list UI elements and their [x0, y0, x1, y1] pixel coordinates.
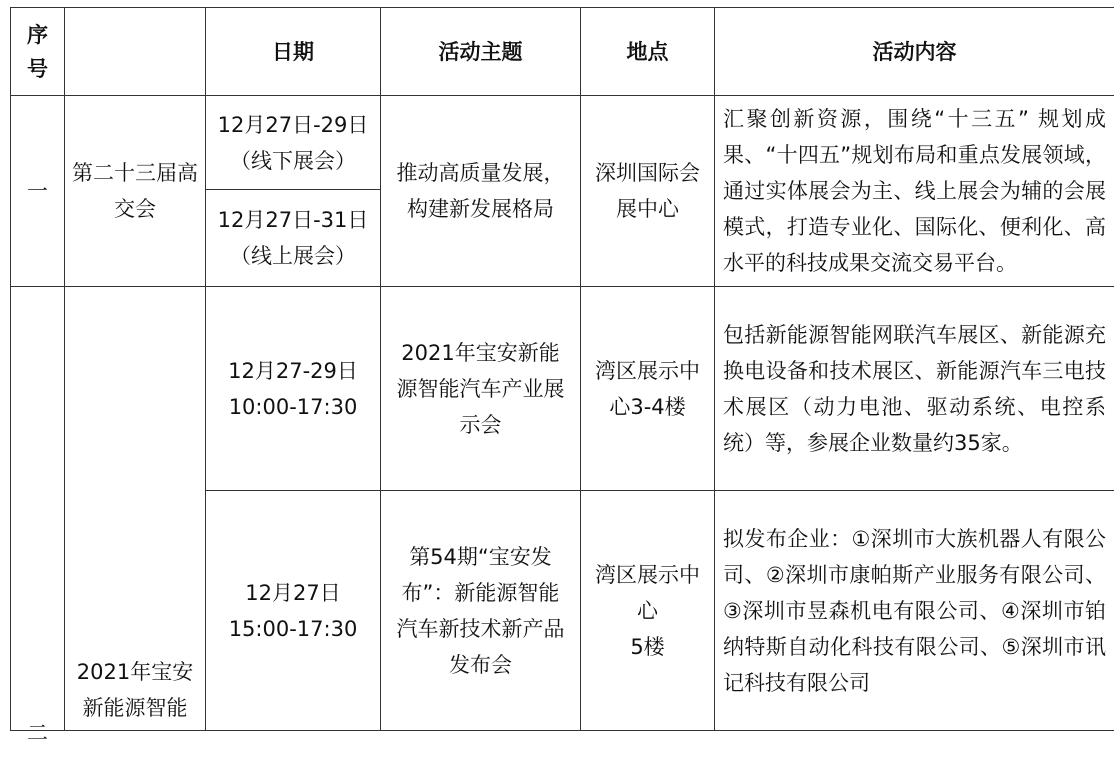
row-theme-text: 推动高质量发展，构建新发展格局 — [396, 161, 565, 221]
row-date — [206, 491, 381, 731]
row-place — [581, 491, 715, 731]
row-place — [581, 96, 715, 287]
header-blank — [65, 8, 206, 96]
row-date-line1: 12月27日 — [245, 580, 341, 605]
row-seq-text: 二 — [27, 721, 48, 745]
row-theme — [381, 287, 581, 491]
header-content: 活动内容 — [715, 8, 1115, 96]
table-row — [11, 287, 1115, 491]
row-content: 包括新能源智能网联汽车展区、新能源充换电设备和技术展区、新能源汽车三电技术展区（动力电池、驱动系统、电控系统）等，参展企业数量约35家。 — [715, 287, 1115, 491]
row-theme-text: 2021年宝安新能源智能汽车产业展示会 — [396, 340, 565, 437]
row-date-line2: 15:00-17:30 — [228, 616, 358, 641]
row-seq — [11, 287, 65, 745]
row-name — [65, 96, 206, 287]
row-theme — [381, 96, 581, 287]
row-place-line2: 5楼 — [630, 634, 665, 659]
schedule-table-wrapper — [10, 7, 1114, 767]
header-seq: 序 号 — [11, 8, 65, 96]
schedule-table — [10, 7, 1114, 745]
row-seq: 一 — [11, 96, 65, 287]
row-theme — [381, 491, 581, 731]
table-header-row — [11, 8, 1115, 96]
header-date: 日期 — [206, 8, 381, 96]
row-place-text: 深圳国际会展中心 — [595, 161, 700, 221]
row-place-text: 湾区展示中心3-4楼 — [595, 358, 700, 419]
row-theme-text: 第54期“宝安发布”：新能源智能汽车新技术新产品发布会 — [396, 544, 565, 677]
row-name-text: 第二十三届高交会 — [72, 161, 198, 221]
row-name-text: 2021年宝安新能源智能 — [76, 660, 194, 720]
row-date-line1: 12月27-29日 — [228, 358, 358, 383]
row-place — [581, 287, 715, 491]
row-date-line2: 10:00-17:30 — [228, 394, 358, 419]
header-place: 地点 — [581, 8, 715, 96]
row-place-line1: 湾区展示中心 — [595, 562, 700, 623]
row-date-text: 12月27日-31日（线上展会） — [217, 208, 369, 268]
row-date-text: 12月27日-29日（线下展会） — [217, 112, 369, 173]
row-date — [206, 96, 381, 190]
table-row — [11, 96, 1115, 190]
header-theme: 活动主题 — [381, 8, 581, 96]
row-date — [206, 287, 381, 491]
row-date — [206, 190, 381, 287]
row-name — [65, 287, 206, 731]
row-content: 汇聚创新资源，围绕“十三五” 规划成果、“十四五”规划布局和重点发展领域，通过实体展会为主、线上展会为辅的会展模式，打造专业化、国际化、便利化、高水平的科技成果交流交易平台。 — [715, 96, 1115, 287]
row-content: 拟发布企业：①深圳市大族机器人有限公司、②深圳市康帕斯产业服务有限公司、③深圳市昱森机电有限公司、④深圳市铂纳特斯自动化科技有限公司、⑤深圳市讯记科技有限公司 — [715, 491, 1115, 731]
